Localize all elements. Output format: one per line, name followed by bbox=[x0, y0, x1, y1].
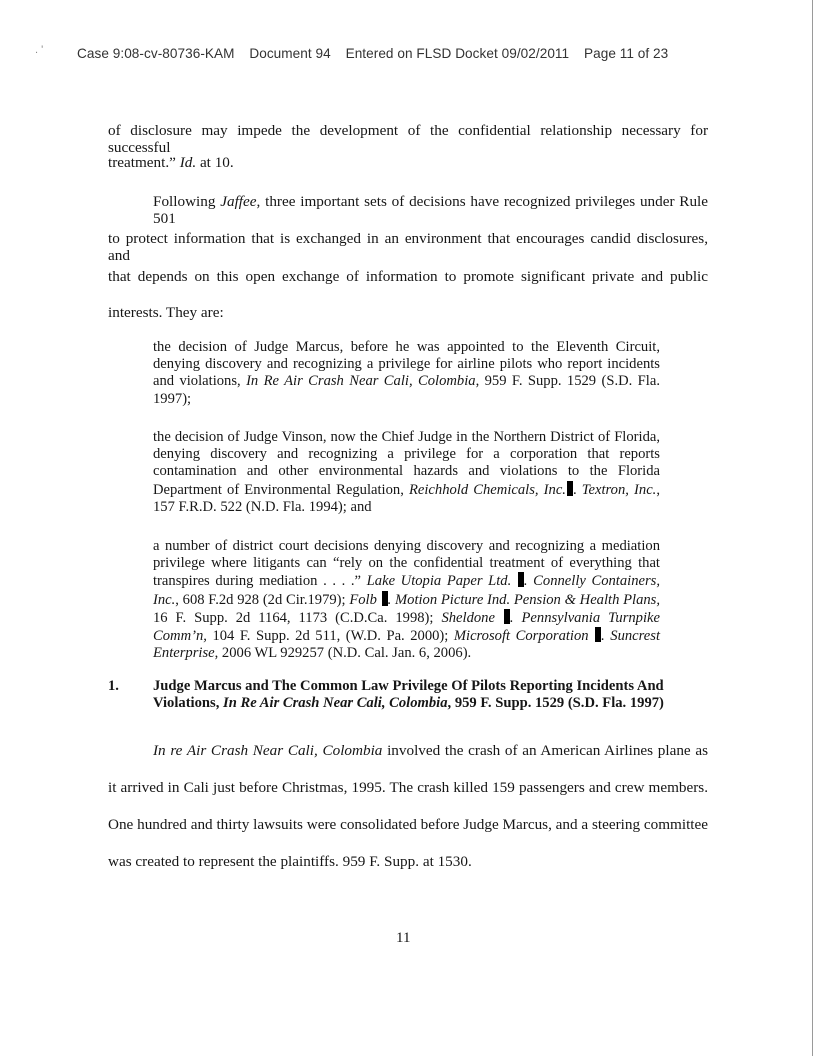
para2-line3: that depends on this open exchange of information to promote significant private and public bbox=[108, 268, 708, 285]
para2-line4: interests. They are: bbox=[108, 304, 224, 321]
quote-marcus: the decision of Judge Marcus, before he was appointed to the Eleventh Circuit, denying discovery and recognizing a privilege for airline pilots who report incidents and violations, In Re Air Crash Near Cali, Colombia, 959 F. Supp. 1529 (S.D. Fla. 1997); bbox=[153, 339, 660, 407]
docket-header bbox=[77, 46, 777, 61]
para1-line2: treatment.” Id. at 10. bbox=[108, 154, 234, 171]
page-number: 11 bbox=[396, 930, 411, 946]
page-edge-rule bbox=[812, 0, 813, 1056]
quote-mediation: a number of district court decisions denying discovery and recognizing a mediation privilege where litigants can “rely on the confidential treatment of everything that transpires during mediation . . . .” Lake Utopia Paper Ltd. . Connelly Containers, Inc., 608 F.2d 928 (2d Cir.1979); Folb . Motion Picture Ind. Pension & Health Plans, 16 F. Supp. 2d 1164, 1173 (C.D.Ca. 1998); Sheldone . Pennsylvania Turnpike Comm’n, 104 F. Supp. 2d 511, (W.D. Pa. 2000); Microsoft Corporation . Suncrest Enterprise, 2006 WL 929257 (N.D. Cal. Jan. 6, 2006). bbox=[153, 538, 660, 662]
section-number: 1. bbox=[108, 678, 119, 694]
header-entered: Entered on FLSD Docket 09/02/2011 bbox=[345, 46, 570, 61]
header-page: Page 11 of 23 bbox=[583, 46, 669, 61]
para3-line2: it arrived in Cali just before Christmas, 1995. The crash killed 159 passengers and crew members. bbox=[108, 779, 708, 796]
header-document: Document 94 bbox=[249, 46, 331, 61]
para3-line3: One hundred and thirty lawsuits were consolidated before Judge Marcus, and a steering committee bbox=[108, 816, 708, 833]
quote-vinson: the decision of Judge Vinson, now the Chief Judge in the Northern District of Florida, denying discovery and recognizing a privilege for a corporation that reports contamination and other environmental hazards and violations to the Florida Department of Environmental Regulation, Reichhold Chemicals, Inc. . Textron, Inc., 157 F.R.D. 522 (N.D. Fla. 1994); and bbox=[153, 429, 660, 515]
para3-line4: was created to represent the plaintiffs. 959 F. Supp. at 1530. bbox=[108, 853, 472, 870]
section-heading: Judge Marcus and The Common Law Privilege Of Pilots Reporting Incidents And Violations, In Re Air Crash Near Cali, Colombia, 959 F. Supp. 1529 (S.D. Fla. 1997) bbox=[153, 678, 664, 712]
para1-line1: of disclosure may impede the development of the confidential relationship necessary for successful bbox=[108, 122, 708, 156]
para2-line1: Following Jaffee, three important sets of decisions have recognized privileges under Rule 501 bbox=[153, 193, 708, 227]
para2-line2: to protect information that is exchanged in an environment that encourages candid disclosures, and bbox=[108, 230, 708, 264]
para3-line1: In re Air Crash Near Cali, Colombia involved the crash of an American Airlines plane as bbox=[153, 742, 708, 759]
header-case-number: Case 9:08-cv-80736-KAM bbox=[77, 46, 235, 61]
scan-specks: . ' bbox=[35, 44, 44, 56]
